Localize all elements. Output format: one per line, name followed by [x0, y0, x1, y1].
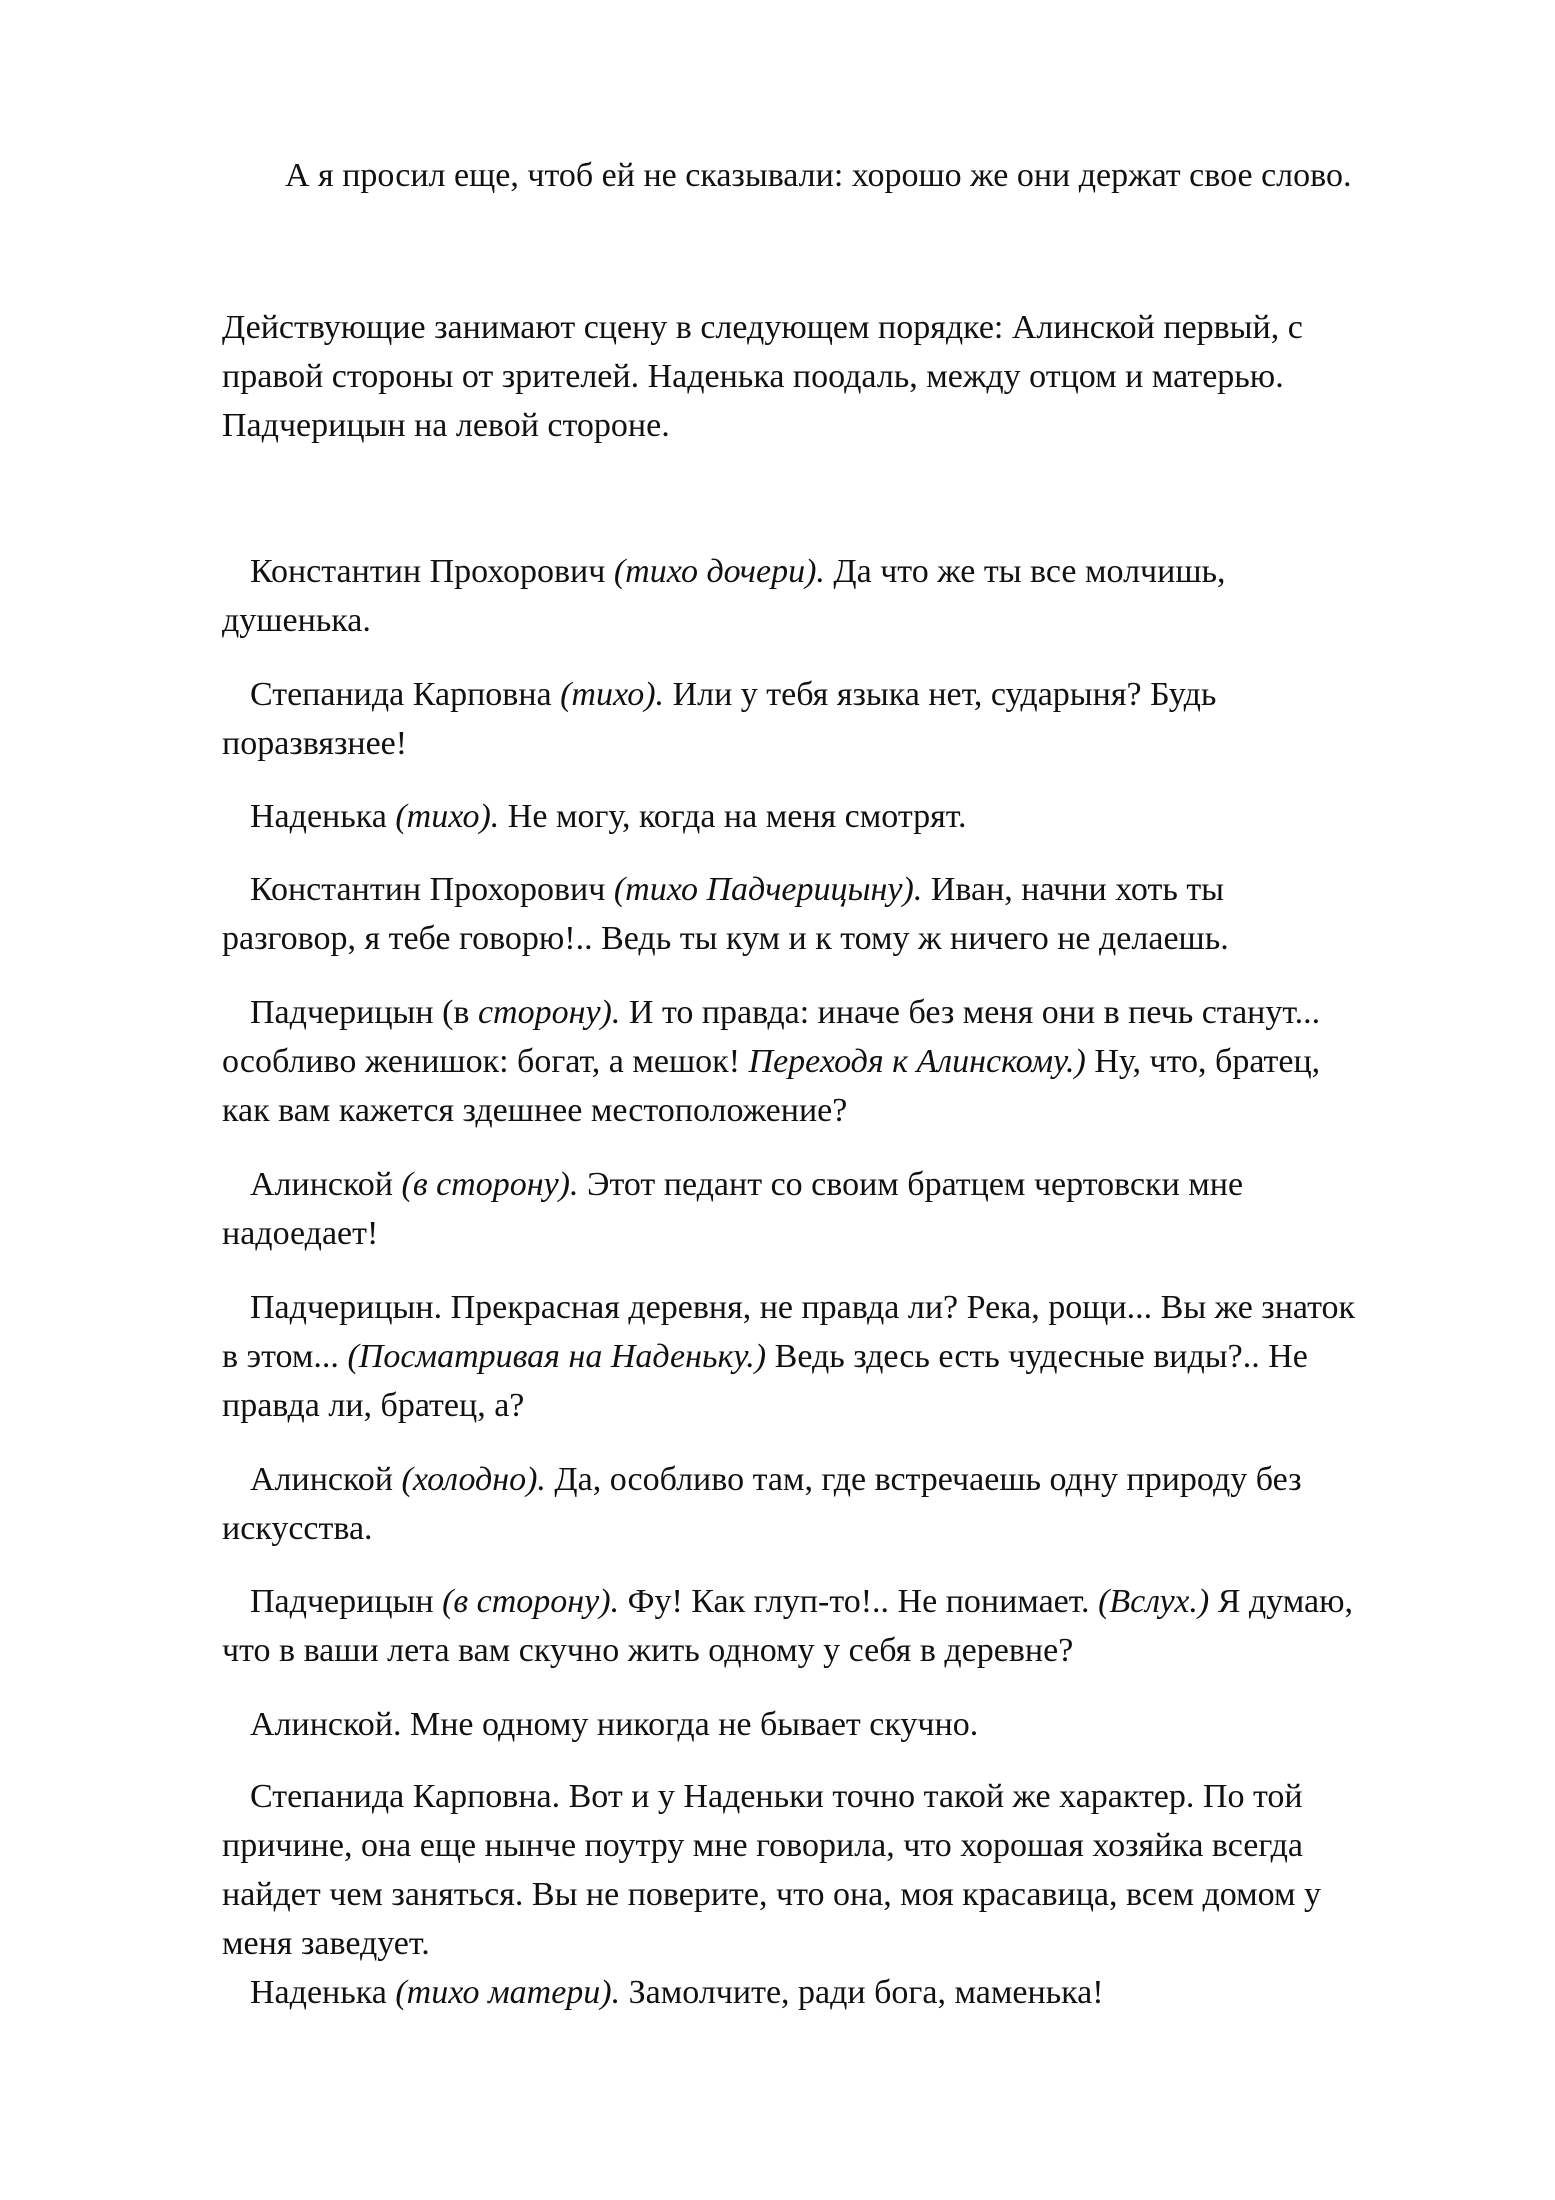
stage-remark: (в сторону).	[442, 1583, 620, 1620]
speech-text: в этом...	[222, 1338, 348, 1375]
speech-line	[222, 1822, 1452, 1870]
stage-remark: (Посматривая на Наденьку.)	[347, 1338, 767, 1375]
speech-text: Алинской	[250, 1461, 402, 1498]
stage-remark: сторону).	[477, 994, 621, 1031]
speech-text: Степанида Карповна. Вот и у Наденьки точно такой же характер. По той	[250, 1778, 1303, 1815]
speech-line	[222, 1505, 1452, 1553]
speech-text: Наденька	[250, 1974, 396, 2011]
speech-first-line	[250, 1578, 1480, 1626]
speech-text: Константин Прохорович	[250, 871, 614, 908]
speech-text: как вам кажется здешнее местоположение?	[222, 1092, 848, 1129]
speech-text: поразвязнее!	[222, 725, 408, 762]
speech-text: душенька.	[222, 602, 371, 639]
speech-text: Наденька	[250, 798, 396, 835]
speech-text: Степанида Карповна	[250, 676, 561, 713]
speech-text: Этот педант со своим братцем чертовски мне	[578, 1166, 1244, 1203]
speech-text: надоедает!	[222, 1215, 379, 1252]
speech-first-line	[250, 989, 1480, 1037]
speech-first-line	[250, 671, 1480, 719]
stage-remark: Переходя к Алинскому.)	[748, 1043, 1086, 1080]
speech-text: Падчерицын. Прекрасная деревня, не правда ли? Река, рощи... Вы же знаток	[250, 1289, 1356, 1326]
stage-remark: (в сторону).	[401, 1166, 579, 1203]
speech-text: причине, она еще нынче поутру мне говорила, что хорошая хозяйка всегда	[222, 1827, 1304, 1864]
stage-direction-line: Падчерицын на левой стороне.	[222, 407, 670, 444]
speech-text: найдет чем заняться. Вы не поверите, что она, моя красавица, всем домом у	[222, 1876, 1322, 1913]
speech-text: Иван, начни хоть ты	[922, 871, 1225, 908]
speech-text: Фу! Как глуп-то!.. Не понимает.	[619, 1583, 1099, 1620]
speech-line	[222, 1627, 1452, 1675]
speech-text: что в ваши лета вам скучно жить одному у себя в деревне?	[222, 1632, 1074, 1669]
speech-line	[222, 915, 1452, 963]
speech-line	[222, 1038, 1452, 1086]
speech-text: Не могу, когда на меня смотрят.	[499, 798, 967, 835]
stage-remark: (тихо).	[395, 798, 500, 835]
speech-text: Алинской. Мне одному никогда не бывает скучно.	[250, 1706, 979, 1743]
speech-first-line	[250, 1701, 1480, 1749]
speech-first-line	[250, 866, 1480, 914]
speech-text: меня заведует.	[222, 1925, 430, 1962]
stage-direction-line: правой стороны от зрителей. Наденька поодаль, между отцом и матерью.	[222, 358, 1284, 395]
speech-first-line	[250, 1161, 1480, 1209]
speech-line	[222, 1210, 1452, 1258]
stage-direction-line: Действующие занимают сцену в следующем порядке: Алинской первый, с	[222, 309, 1303, 346]
speech-first-line	[250, 1969, 1480, 2017]
stage-remark: (тихо матери).	[395, 1974, 621, 2011]
speech-first-line	[250, 1773, 1480, 1821]
speech-text: особливо женишок: богат, а мешок!	[222, 1043, 749, 1080]
stage-remark: (холодно).	[401, 1461, 546, 1498]
speech-line	[222, 597, 1452, 645]
speech-line	[222, 720, 1452, 768]
speech-text: Падчерицын	[250, 1583, 443, 1620]
stage-remark: (тихо).	[560, 676, 665, 713]
speech-text: Да, особливо там, где встречаешь одну природу без	[545, 1461, 1302, 1498]
stage-remark: (Вслух.)	[1098, 1583, 1210, 1620]
speech-text: Алинской	[250, 1166, 402, 1203]
stage-remark: (тихо дочери).	[613, 553, 825, 590]
speech-text: Или у тебя языка нет, сударыня? Будь	[664, 676, 1217, 713]
speech-line	[222, 1333, 1452, 1381]
opening-line: А я просил еще, чтоб ей не сказывали: хорошо же они держат свое слово.	[285, 157, 1352, 194]
speech-text: разговор, я тебе говорю!.. Ведь ты кум и к тому ж ничего не делаешь.	[222, 920, 1229, 957]
speech-line	[222, 1871, 1452, 1919]
speech-line	[222, 1920, 1452, 1968]
speech-text: Падчерицын (в	[250, 994, 478, 1031]
speech-text: Ведь здесь есть чудесные виды?.. Не	[766, 1338, 1308, 1375]
stage-remark: (тихо Падчерицыну).	[613, 871, 923, 908]
speech-text: правда ли, братец, а?	[222, 1387, 525, 1424]
speech-text: искусства.	[222, 1510, 373, 1547]
speech-text: Замолчите, ради бога, маменька!	[620, 1974, 1104, 2011]
speech-text: Ну, что, братец,	[1085, 1043, 1321, 1080]
speech-text: Да что же ты все молчишь,	[824, 553, 1226, 590]
speech-line	[222, 1087, 1452, 1135]
speech-first-line	[250, 793, 1480, 841]
speech-text: Константин Прохорович	[250, 553, 614, 590]
speech-text: Я думаю,	[1209, 1583, 1353, 1620]
speech-first-line	[250, 548, 1480, 596]
speech-text: И то правда: иначе без меня они в печь станут...	[620, 994, 1321, 1031]
speech-first-line	[250, 1284, 1480, 1332]
speech-line	[222, 1382, 1452, 1430]
speech-first-line	[250, 1456, 1480, 1504]
